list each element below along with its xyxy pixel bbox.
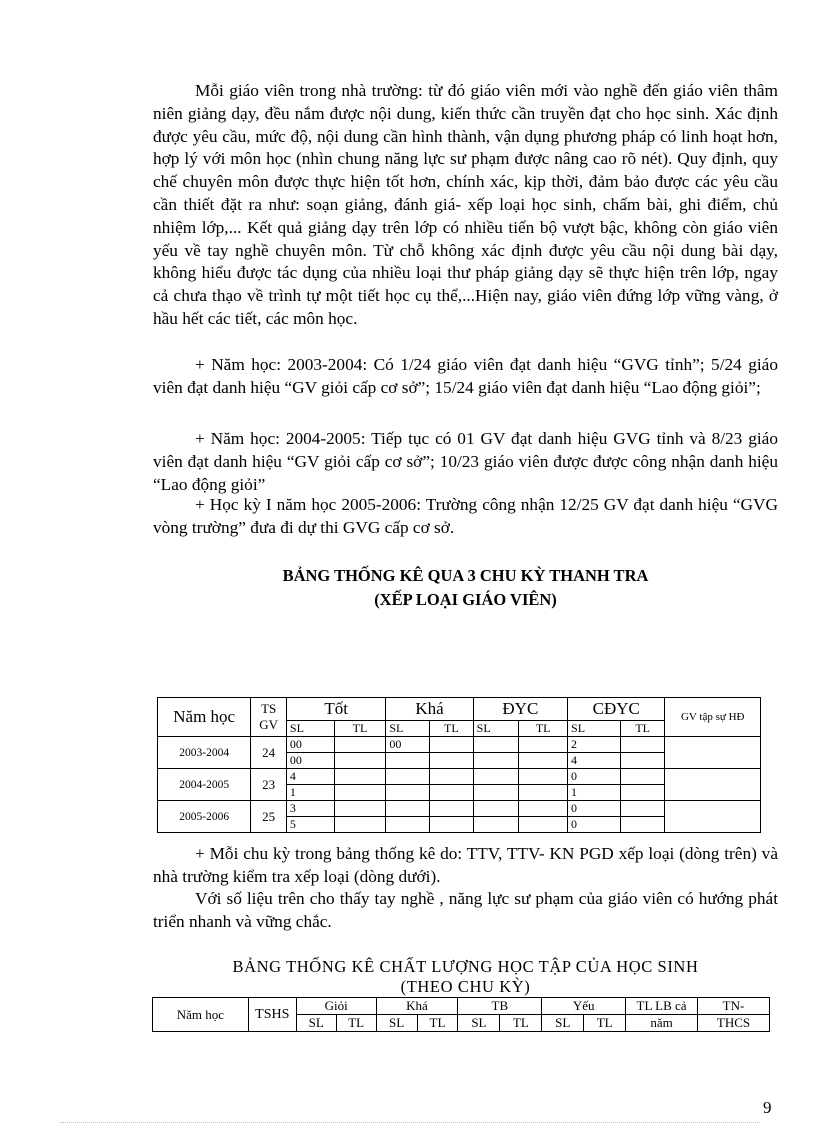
tot-sl-cell: 3 <box>286 801 334 817</box>
header-tl-lb: TL LB cả <box>626 998 698 1015</box>
year-cell: 2003-2004 <box>158 737 251 769</box>
header-sl: SL <box>376 1015 417 1032</box>
year-cell: 2005-2006 <box>158 801 251 833</box>
header-tn: TN- <box>697 998 769 1015</box>
tot-sl-cell: 4 <box>286 769 334 785</box>
header-gioi: Giỏi <box>296 998 376 1015</box>
header-tb: TB <box>458 998 542 1015</box>
header-sl: SL <box>296 1015 336 1032</box>
cdyc-sl-cell: 2 <box>568 737 621 753</box>
header-sl: SL <box>568 721 621 737</box>
header-tl: TL <box>500 1015 542 1032</box>
tot-sl-cell: 1 <box>286 785 334 801</box>
page-number: 9 <box>763 1098 772 1117</box>
paragraph-2004-2005: + Năm học: 2004-2005: Tiếp tục có 01 GV đạt danh hiệu GVG tỉnh và 8/23 giáo viên đạt danh hiệu “GV giỏi cấp cơ sở”; 10/23 giáo viên được được công nhận danh hiệu “Lao động giỏi” <box>153 429 778 494</box>
header-sl: SL <box>286 721 334 737</box>
header-tl: TL <box>620 721 665 737</box>
cdyc-sl-cell: 0 <box>568 801 621 817</box>
header-kha: Khá <box>376 998 458 1015</box>
header-sl: SL <box>473 721 519 737</box>
table2-subtitle: (THEO CHU KỲ) <box>400 977 531 996</box>
cdyc-sl-cell: 0 <box>568 817 621 833</box>
paragraph-2003-2004: + Năm học: 2003-2004: Có 1/24 giáo viên đạt danh hiệu “GVG tỉnh”; 5/24 giáo viên đạt danh hiệu “GV giỏi cấp cơ sở”; 15/24 giáo viên đạt danh hiệu “Lao động giỏi”; <box>153 355 778 397</box>
header-nam-hoc: Năm học <box>158 698 251 737</box>
table1-subtitle: (XẾP LOẠI GIÁO VIÊN) <box>374 590 557 609</box>
header-tl: TL <box>336 1015 376 1032</box>
header-tn-2: THCS <box>697 1015 769 1032</box>
cdyc-sl-cell: 1 <box>568 785 621 801</box>
header-sl: SL <box>386 721 430 737</box>
tot-sl-cell: 00 <box>286 737 334 753</box>
ts-cell: 25 <box>251 801 287 833</box>
header-gv-tap-su: GV tập sự HĐ <box>665 698 761 737</box>
table-row <box>158 769 761 785</box>
tot-sl-cell: 5 <box>286 817 334 833</box>
header-dyc: ĐYC <box>473 698 567 721</box>
header-cdyc: CĐYC <box>568 698 665 721</box>
table-row <box>158 801 761 817</box>
cdyc-sl-cell: 4 <box>568 753 621 769</box>
header-tot: Tốt <box>286 698 385 721</box>
ts-cell: 24 <box>251 737 287 769</box>
paragraph-2005-2006: + Học kỳ I năm học 2005-2006: Trường công nhận 12/25 GV đạt danh hiệu “GVG vòng trường” đưa đi dự thi GVG cấp cơ sở. <box>153 495 778 537</box>
table2-title: BẢNG THỐNG KÊ CHẤT LƯỢNG HỌC TẬP CỦA HỌC SINH <box>232 957 699 976</box>
header-tl: TL <box>430 721 474 737</box>
header-tl: TL <box>334 721 386 737</box>
paragraph-note: + Mỗi chu kỳ trong bảng thống kê do: TTV, TTV- KN PGD xếp loại (dòng trên) và nhà trường kiểm tra xếp loại (dòng dưới). <box>153 844 778 886</box>
header-tl: TL <box>519 721 568 737</box>
header-tl-lb-2: năm <box>626 1015 698 1032</box>
header-nam-hoc: Năm học <box>153 998 249 1032</box>
header-sl: SL <box>542 1015 584 1032</box>
cdyc-sl-cell: 0 <box>568 769 621 785</box>
student-quality-table <box>152 997 770 1032</box>
header-yeu: Yếu <box>542 998 626 1015</box>
teacher-rating-table <box>157 697 761 833</box>
paragraph-intro: Mỗi giáo viên trong nhà trường: từ đó giáo viên mới vào nghề đến giáo viên thâm niên giảng dạy, đều nắm được nội dung, kiến thức cần truyền đạt cho học sinh. Xác định được yêu cầu, mức độ, nội dung cần hình thành, vận dụng phương pháp có linh hoạt hơn, hợp lý với môn học (nhìn chung năng lực sư phạm được nâng cao rõ nét). Quy định, quy chế chuyên môn được thực hiện tốt hơn, chính xác, kịp thời, đảm bảo được các yêu cầu cần thiết đặt ra như: soạn giảng, đánh giá- xếp loại học sinh, chấm bài, ghi điểm, chủ nhiệm lớp,... Kết quả giảng dạy trên lớp có nhiều tiến bộ vượt bậc, không còn giáo viên yếu về tay nghề chuyên môn. Từ chỗ không xác định được yêu cầu nội dung bài dạy, không hiểu được tác dụng của nhiều loại thư pháp giảng dạy sẽ thực hiện trên lớp, ngay cả chưa thạo về trình tự một tiết học cụ thể,...Hiện nay, giáo viên đứng lớp vững vàng, ở hầu hết các tiết, các môn học. <box>153 81 778 328</box>
kha-sl-cell: 00 <box>386 737 430 753</box>
table-row <box>158 737 761 753</box>
header-ts-gv: TS GV <box>251 698 287 737</box>
year-cell: 2004-2005 <box>158 769 251 801</box>
header-sl: SL <box>458 1015 500 1032</box>
tot-sl-cell: 00 <box>286 753 334 769</box>
table1-title: BẢNG THỐNG KÊ QUA 3 CHU KỲ THANH TRA <box>282 566 649 585</box>
header-tl: TL <box>417 1015 458 1032</box>
header-kha: Khá <box>386 698 473 721</box>
header-tl: TL <box>584 1015 626 1032</box>
ts-cell: 23 <box>251 769 287 801</box>
paragraph-conclusion: Với số liệu trên cho thấy tay nghề , năng lực sư phạm của giáo viên có hướng phát triển nhanh và vững chắc. <box>153 889 778 931</box>
header-tshs: TSHS <box>248 998 296 1032</box>
